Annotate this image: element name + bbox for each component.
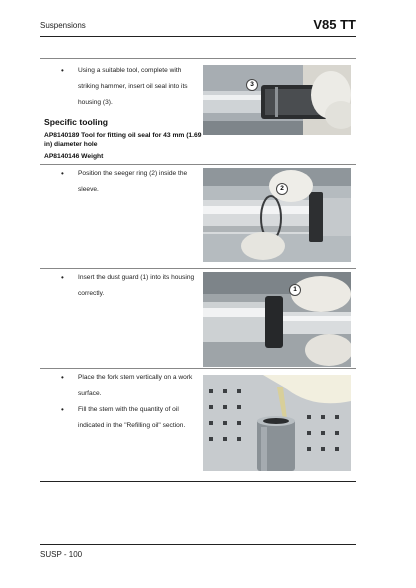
bullet-dot-icon: • xyxy=(61,405,64,414)
fork-oil-filling-illustration xyxy=(203,375,351,471)
bullet-text: Using a suitable tool, complete with striking hammer, insert oil seal into its housing (3). xyxy=(78,67,188,106)
page-header xyxy=(40,12,356,37)
bullet-item xyxy=(40,270,202,302)
dust-guard-illustration xyxy=(203,272,351,367)
oil-seal-insertion-illustration xyxy=(203,65,351,135)
step-text-1 xyxy=(40,59,202,161)
tooling-item: AP8140189 Tool for fitting oil seal for 43 mm (1.69 in) diameter hole xyxy=(44,132,202,148)
callout-marker: 2 xyxy=(276,183,288,195)
seeger-ring-illustration xyxy=(203,168,351,262)
step-row-2 xyxy=(40,164,356,269)
content-bottom-rule xyxy=(40,481,356,482)
bullet-text: Fill the stem with the quantity of oil indicated in the "Refilling oil" section. xyxy=(78,406,186,429)
bullet-dot-icon: • xyxy=(61,373,64,382)
bullet-text: Position the seeger ring (2) inside the sleeve. xyxy=(78,170,188,193)
step-row-4 xyxy=(40,368,356,482)
step-photo-3 xyxy=(203,272,351,367)
bullet-item xyxy=(40,370,202,402)
step-text-2 xyxy=(40,165,202,198)
bullet-dot-icon: • xyxy=(61,66,64,75)
tooling-item: AP8140146 Weight xyxy=(44,153,104,160)
bullet-item xyxy=(40,63,202,111)
callout-marker: 3 xyxy=(246,79,258,91)
bullet-item xyxy=(40,402,202,434)
step-row-3 xyxy=(40,268,356,369)
model-title: V85 TT xyxy=(313,17,356,32)
page-number: SUSP - 100 xyxy=(40,550,83,559)
bullet-text: Insert the dust guard (1) into its housing correctly. xyxy=(78,274,195,297)
callout-marker: 1 xyxy=(289,284,301,296)
section-title: Suspensions xyxy=(40,21,86,30)
step-text-4 xyxy=(40,369,202,434)
bullet-text: Place the fork stem vertically on a work surface. xyxy=(78,374,193,397)
tooling-heading: Specific tooling xyxy=(44,117,108,127)
step-photo-4 xyxy=(203,375,351,471)
step-photo-2 xyxy=(203,168,351,262)
bullet-dot-icon: • xyxy=(61,273,64,282)
step-row-1 xyxy=(40,58,356,165)
bullet-dot-icon: • xyxy=(61,169,64,178)
step-photo-1 xyxy=(203,65,351,135)
page-footer xyxy=(40,544,356,559)
bullet-item xyxy=(40,166,202,198)
step-text-3 xyxy=(40,269,202,302)
